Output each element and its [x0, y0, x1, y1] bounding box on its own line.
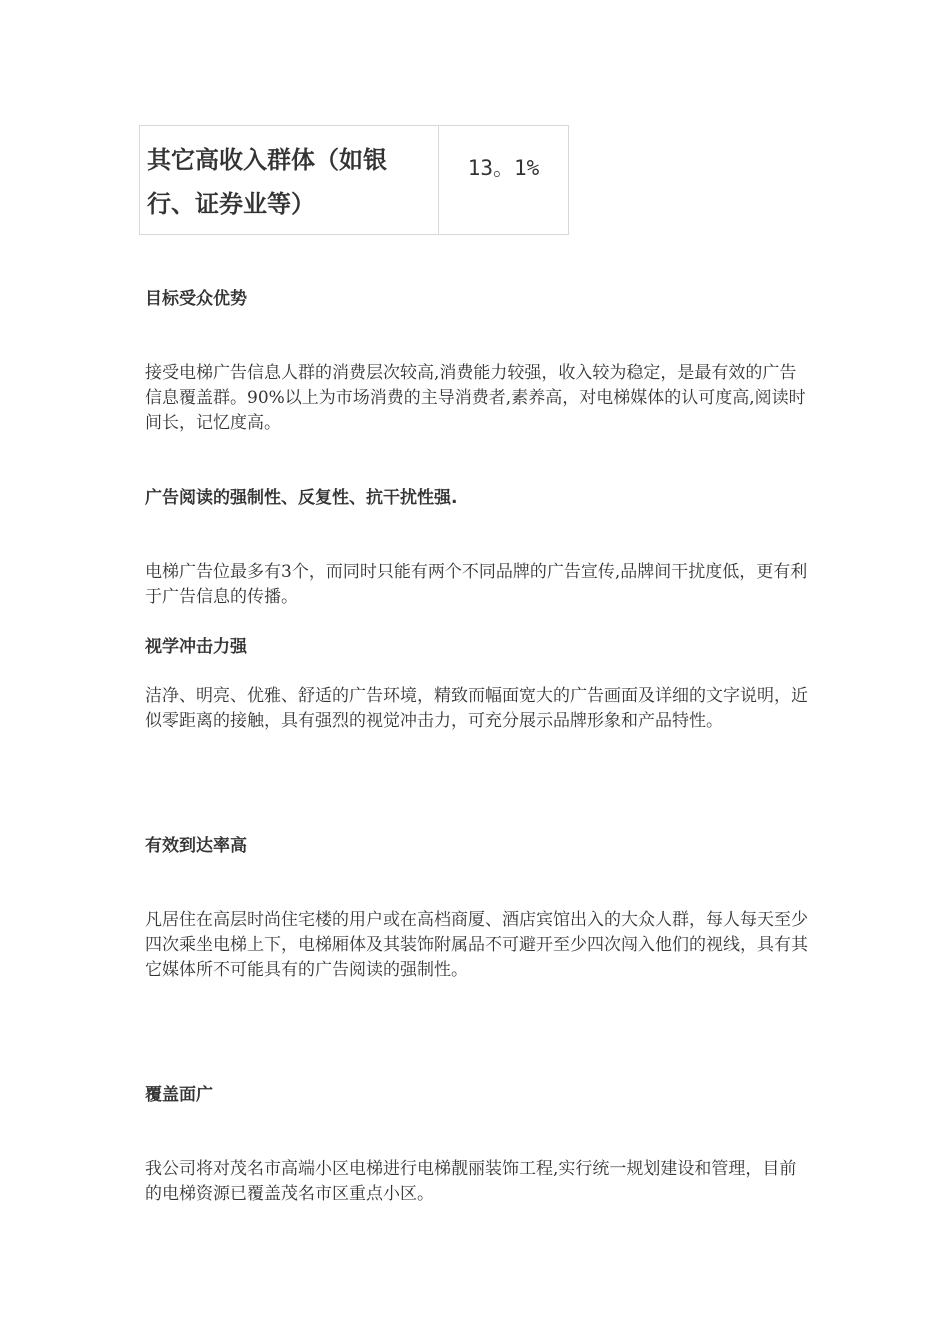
section-heading-compulsory: 广告阅读的强制性、反复性、抗干扰性强.: [145, 488, 458, 508]
section-heading-reach: 有效到达率高: [145, 836, 247, 856]
section-body-compulsory: 电梯广告位最多有3个，而同时只能有两个不同品牌的广告宣传,品牌间干扰度低，更有利于广告信息的传播。: [145, 562, 808, 607]
section-body-visual: 洁净、明亮、优雅、舒适的广告环境，精致而幅面宽大的广告画面及详细的文字说明，近似零距离的接触，具有强烈的视觉冲击力，可充分展示品牌形象和产品特性。: [145, 686, 808, 731]
section-body-coverage: 我公司将对茂名市高端小区电梯进行电梯靓丽装饰工程,实行统一规划建设和管理，目前的电梯资源已覆盖茂名市区重点小区。: [145, 1159, 797, 1204]
section-heading-visual: 视学冲击力强: [145, 637, 247, 657]
section-heading-coverage: 覆盖面广: [145, 1085, 213, 1105]
section-body-audience: 接受电梯广告信息人群的消费层次较高,消费能力较强，收入较为稳定，是最有效的广告信息覆盖群。90%以上为市场消费的主导消费者,素养高，对电梯媒体的认可度高,阅读时间长，记忆度高。: [145, 363, 806, 433]
table-value-cell: 13。1%: [467, 156, 540, 180]
section-body-reach: 凡居住在高层时尚住宅楼的用户或在高档商厦、酒店宾馆出入的大众人群，每人每天至少四次乘坐电梯上下，电梯厢体及其装饰附属品不可避开至少四次闯入他们的视线，具有其它媒体所不可能具有的广告阅读的强制性。: [145, 910, 808, 980]
data-table: [139, 125, 569, 235]
table-label-cell: 其它高收入群体（如银行、证券业等）: [140, 126, 439, 234]
section-heading-audience: 目标受众优势: [145, 289, 247, 309]
